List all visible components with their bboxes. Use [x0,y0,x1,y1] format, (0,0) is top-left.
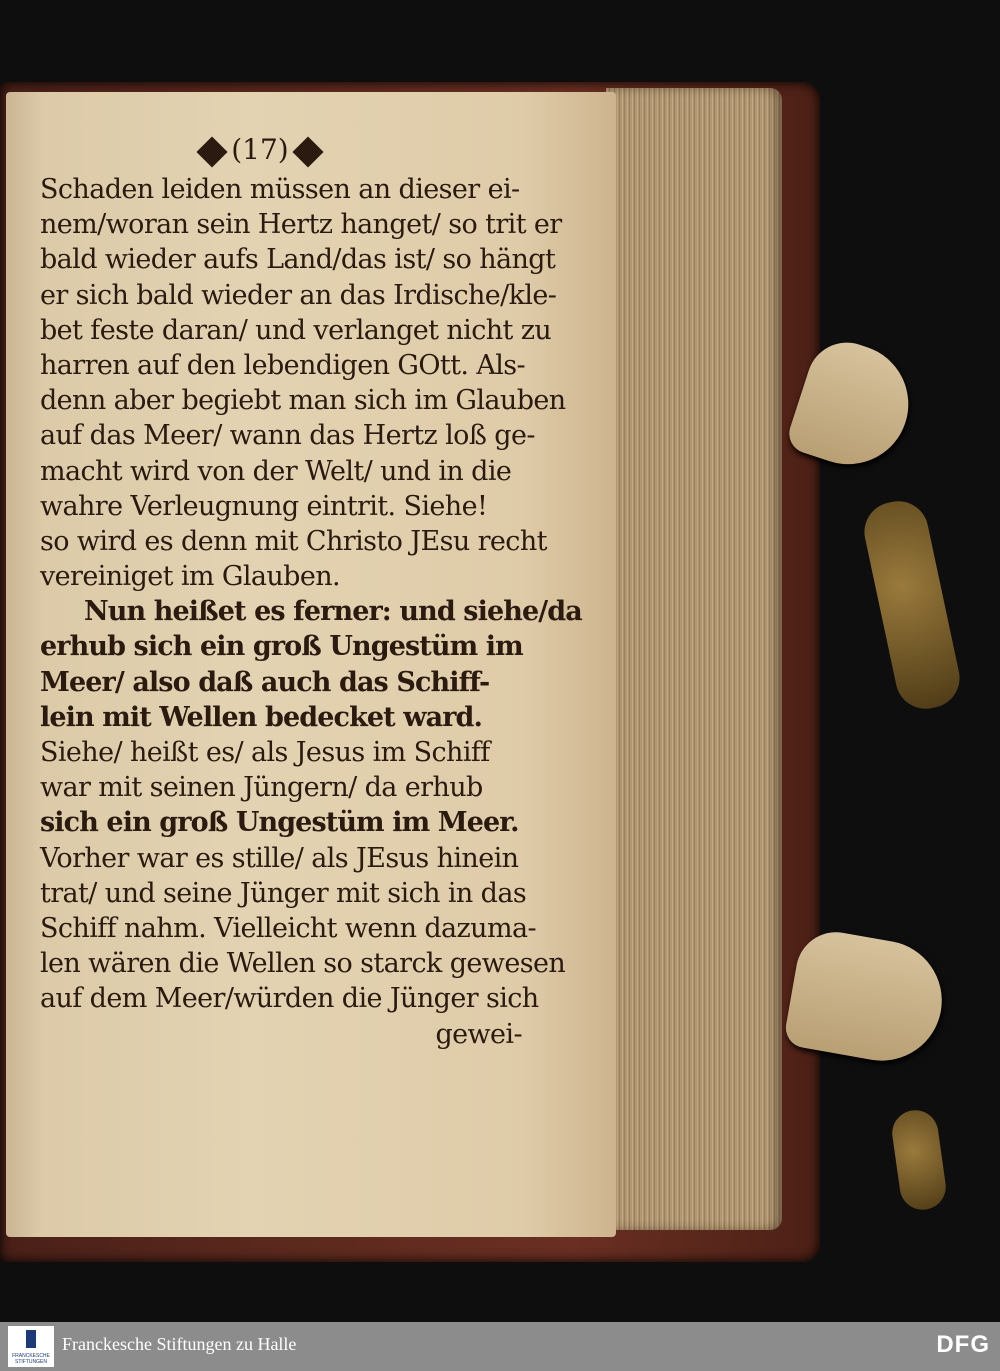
logo-figure-icon [26,1330,36,1348]
clasp-metal-top [859,496,965,715]
text-line: Schaden leiden müssen an dieser ei- [40,174,520,205]
text-line: Vorher war es stille/ als JEsus hinein [40,842,519,874]
catchword: gewei- [435,1018,522,1050]
text-line: auf dem Meer/würden die Jünger sich [40,983,539,1015]
clasp-metal-bottom [889,1107,948,1212]
clasp-strap-bottom [783,926,952,1070]
text-line: er sich bald wieder an das Irdische/kle- [40,279,557,311]
page-edges [606,88,782,1230]
text-line: harren auf den lebendigen GOtt. Als- [40,349,526,381]
text-line: Schiff nahm. Vielleicht wenn dazuma- [40,912,536,944]
footer-bar [0,1322,1000,1371]
text-line: Siehe/ heißt es/ als Jesus im Schiff [40,737,490,768]
text-line: denn aber begiebt man sich im Glauben [40,385,566,417]
page-header [0,128,540,172]
text-line: nem/woran sein Hertz hanget/ so trit er [40,209,562,241]
text-line: macht wird von der Welt/ und in die [40,455,512,487]
text-line: wahre Verleugnung eintrit. Siehe! [40,490,488,522]
text-line: auf das Meer/ wann das Hertz loß ge- [40,420,535,452]
text-line: Nun heißet es ferner: und siehe/da [84,596,582,628]
institution-logo[interactable] [8,1326,54,1367]
text-line: bet feste daran/ und verlanget nicht zu [40,314,552,346]
text-line: bald wieder aufs Land/das ist/ so hängt [40,244,556,276]
page-text [40,128,582,1052]
ornament-left-icon [197,136,228,167]
logo-text: FRANCKESCHE STIFTUNGEN [12,1353,50,1365]
text-line: erhub sich ein groß Ungestüm im [40,631,523,663]
page-number: (17) [231,133,289,166]
text-lines [40,172,582,1017]
text-line: len wären die Wellen so starck gewesen [40,948,566,980]
text-line: vereiniget im Glauben. [40,561,341,593]
text-line: so wird es denn mit Christo JEsu recht [40,525,547,557]
dfg-logo[interactable]: DFG [936,1331,990,1358]
text-line: lein mit Wellen bedecket ward. [40,701,482,733]
institution-name: Franckesche Stiftungen zu Halle [62,1334,297,1354]
text-line: war mit seinen Jüngern/ da erhub [40,772,483,804]
text-line: Meer/ also daß auch das Schiff- [40,666,490,698]
ornament-right-icon [292,136,323,167]
text-line: trat/ und seine Jünger mit sich in das [40,877,527,909]
text-line: sich ein groß Ungestüm im Meer. [40,807,519,839]
